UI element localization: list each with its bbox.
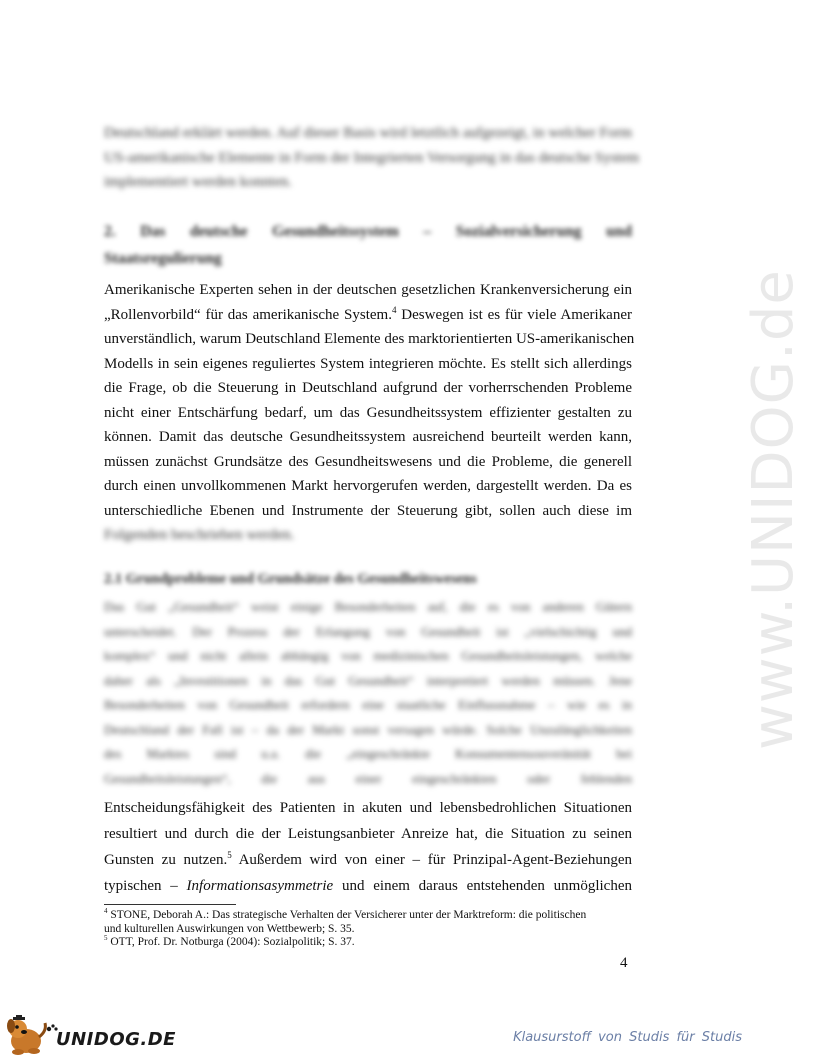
text-line: Besonderheiten von Gesundheit erfordern eine staatliche Einflussnahme – wie es in <box>104 697 632 712</box>
watermark <box>672 250 806 750</box>
text-line: resultiert und durch die der Leistungsanbieter Anreize hat, die Situation zu seinen <box>104 826 632 842</box>
page-number: 4 <box>620 955 628 971</box>
footnote-5: $^5$ OTT, Prof. Dr. Notburga (2004): Sozialpolitik; S. 37. <box>104 934 355 948</box>
footnote-ref-5[interactable]: 5 <box>227 850 232 860</box>
text-line: Entscheidungsfähigkeit des Patienten in akuten und lebensbedrohlichen Situationen <box>104 800 632 816</box>
section-2-paragraph <box>104 278 635 548</box>
blurred-intro-paragraph <box>104 121 640 195</box>
text-line: Gesundheitsleistungen“, die aus einer eingeschränkten oder fehlenden <box>104 770 632 786</box>
logo-text: UNIDOG.DE <box>56 1029 176 1050</box>
text-line: können. Damit das deutsche Gesundheitssystem ausreichend beurteilt werden kann, <box>104 429 632 445</box>
text-line: unterschiedliche Ebenen und Instrumente der Steuerung gibt, sollen auch diese im <box>104 502 632 519</box>
page-footer <box>0 1010 750 1060</box>
text-line: Modells in sein eigenes reguliertes System integrieren möchte. Es stellt sich allerdings <box>104 355 632 372</box>
heading-line: 2.1 Grundprobleme und Grundsätze des Gesundheitswesens <box>104 571 477 587</box>
footer-tagline: Klausurstoff von Studis für Studis <box>513 1030 742 1045</box>
text-line: Das Gut „Gesundheit“ weist einige Besonderheiten auf, die es von anderen Gütern <box>104 599 632 614</box>
footnote-divider <box>104 904 236 905</box>
text-line: typischen – Informationsasymmetrie und einem daraus entstehenden unmöglichen <box>104 878 632 894</box>
section-2-1-heading <box>104 566 632 593</box>
footnotes <box>104 909 632 950</box>
text-line: US-amerikanische Elemente in Form der Integrierten Versorgung in das deutsche System <box>104 149 640 166</box>
text-line: komplex“ und nicht allein abhängig von medizinischen Gesundheitsleistungen, welche <box>104 648 632 663</box>
text-line: nicht einer Entschärfung bedarf, um das Gesundheitssystem effizienter gestalten zu <box>104 404 632 421</box>
text-line: durch einen unvollkommenen Markt hervorgerufen werden, dargestellt werden. Da es <box>104 478 632 494</box>
text-line: unterscheidet. Der Prozess der Erlangung von Gesundheit ist „vielschichtig und <box>104 623 632 639</box>
text-line: Deutschland erklärt werden. Auf dieser Basis wird letztlich aufgezeigt, in welcher Form <box>104 125 632 141</box>
footnote-4: $^4$ STONE, Deborah A.: Das strategische Verhalten der Versicherer unter der Marktreform: die politischen <box>104 907 587 921</box>
text-line: Gunsten zu nutzen.$^5$ Außerdem wird von einer – für Prinzipal-Agent-Beziehungen <box>104 850 632 868</box>
footnote-4-continued: und kulturellen Auswirkungen von Wettbewerb; S. 35. <box>104 922 355 935</box>
text-line: implementiert werden konnten. <box>104 174 292 190</box>
text-line: die Frage, ob die Steuerung in Deutschland aufgrund der vorherrschenden Probleme <box>104 380 632 396</box>
text-line: Amerikanische Experten sehen in der deutschen gesetzlichen Krankenversicherung ein <box>104 282 632 298</box>
text-line: daher als „Investitionen in das Gut Gesundheit“ interpretiert werden müssen. Jene <box>104 672 632 688</box>
blurred-text-line: Folgenden beschrieben werden. <box>104 527 295 543</box>
text-line: Deutschland der Fall ist – da der Markt sonst versagen würde. Solche Unzulänglichkeiten <box>104 721 632 737</box>
text-line: müssen zunächst Grundsätze des Gesundheitswesens und die Probleme, die generell <box>104 453 632 470</box>
section-2-1-paragraph <box>104 795 632 899</box>
text-line: „Rollenvorbild“ für das amerikanische System.$^4$ Deswegen ist es für viele Amerikaner <box>104 304 632 323</box>
section-2-heading <box>104 218 632 272</box>
text-line: unverständlich, warum Deutschland Elemente des marktorientierten US-amerikanischen <box>104 331 635 347</box>
footnote-ref-4[interactable]: 4 <box>391 304 397 315</box>
unidog-logo[interactable] <box>4 1015 176 1057</box>
emphasis-term: Informationsasymmetrie <box>186 878 334 894</box>
text-line: des Marktes sind u.a. die „eingeschränkte Konsumentensouveränität bei <box>104 746 632 761</box>
heading-line: 2. Das deutsche Gesundheitssystem – Sozialversicherung und <box>104 223 632 240</box>
heading-line: Staatsregulierung <box>104 250 222 267</box>
section-2-1-blurred-paragraph <box>104 595 632 791</box>
watermark-text: www.UNIDOG.de <box>741 269 806 750</box>
